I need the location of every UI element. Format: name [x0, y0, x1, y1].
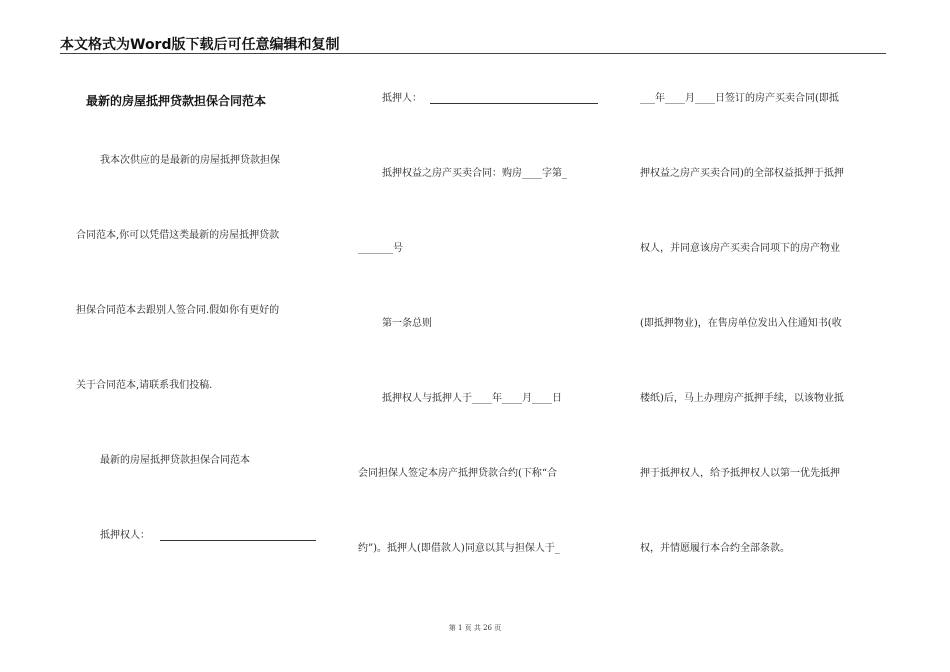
paragraph-line: 抵押权益之房产买卖合同：购房____字第_ [382, 168, 567, 179]
document-title: 最新的房屋抵押贷款担保合同范本 [86, 94, 267, 108]
header-divider [60, 53, 886, 54]
section-heading: 第一条总则 [382, 318, 432, 329]
paragraph-line: 约”)。抵押人(即借款人)同意以其与担保人于_ [358, 543, 560, 554]
paragraph-line: 最新的房屋抵押贷款担保合同范本 [100, 455, 250, 466]
mortgagor-label: 抵押人： [382, 93, 422, 104]
paragraph-line: 担保合同范本去跟别人签合同.假如你有更好的 [76, 305, 280, 316]
mortgagee-blank-line [160, 540, 316, 541]
paragraph-line: 合同范本,你可以凭借这类最新的房屋抵押贷款 [76, 230, 280, 241]
page-number: 第 1 页 共 26 页 [448, 624, 502, 632]
paragraph-line: 我本次供应的是最新的房屋抵押贷款担保 [100, 155, 280, 166]
paragraph-line: 押于抵押权人，给予抵押权人以第一优先抵押 [640, 468, 840, 479]
paragraph-line: 权，并情愿履行本合约全部条款。 [640, 543, 790, 554]
paragraph-line: 权人，并同意该房产买卖合同项下的房产物业 [640, 243, 840, 254]
paragraph-line: 抵押权人与抵押人于____年____月____日 [382, 393, 562, 404]
paragraph-line: 会同担保人签定本房产抵押贷款合约(下称“合 [358, 468, 558, 479]
paragraph-line: _______号 [358, 243, 403, 254]
mortgagee-label: 抵押权人： [100, 530, 150, 541]
paragraph-line: 楼纸)后，马上办理房产抵押手续，以该物业抵 [640, 393, 844, 404]
paragraph-line: ___年____月____日签订的房产买卖合同(即抵 [640, 93, 839, 104]
header-title: 本文格式为Word版下载后可任意编辑和复制 [60, 37, 340, 53]
paragraph-line: 押权益之房产买卖合同)的全部权益抵押于抵押 [640, 168, 844, 179]
mortgagor-blank-line [430, 103, 598, 104]
paragraph-line: (即抵押物业)，在售房单位发出入住通知书(收 [640, 318, 842, 329]
paragraph-line: 关于合同范本,请联系我们投稿. [76, 380, 213, 391]
